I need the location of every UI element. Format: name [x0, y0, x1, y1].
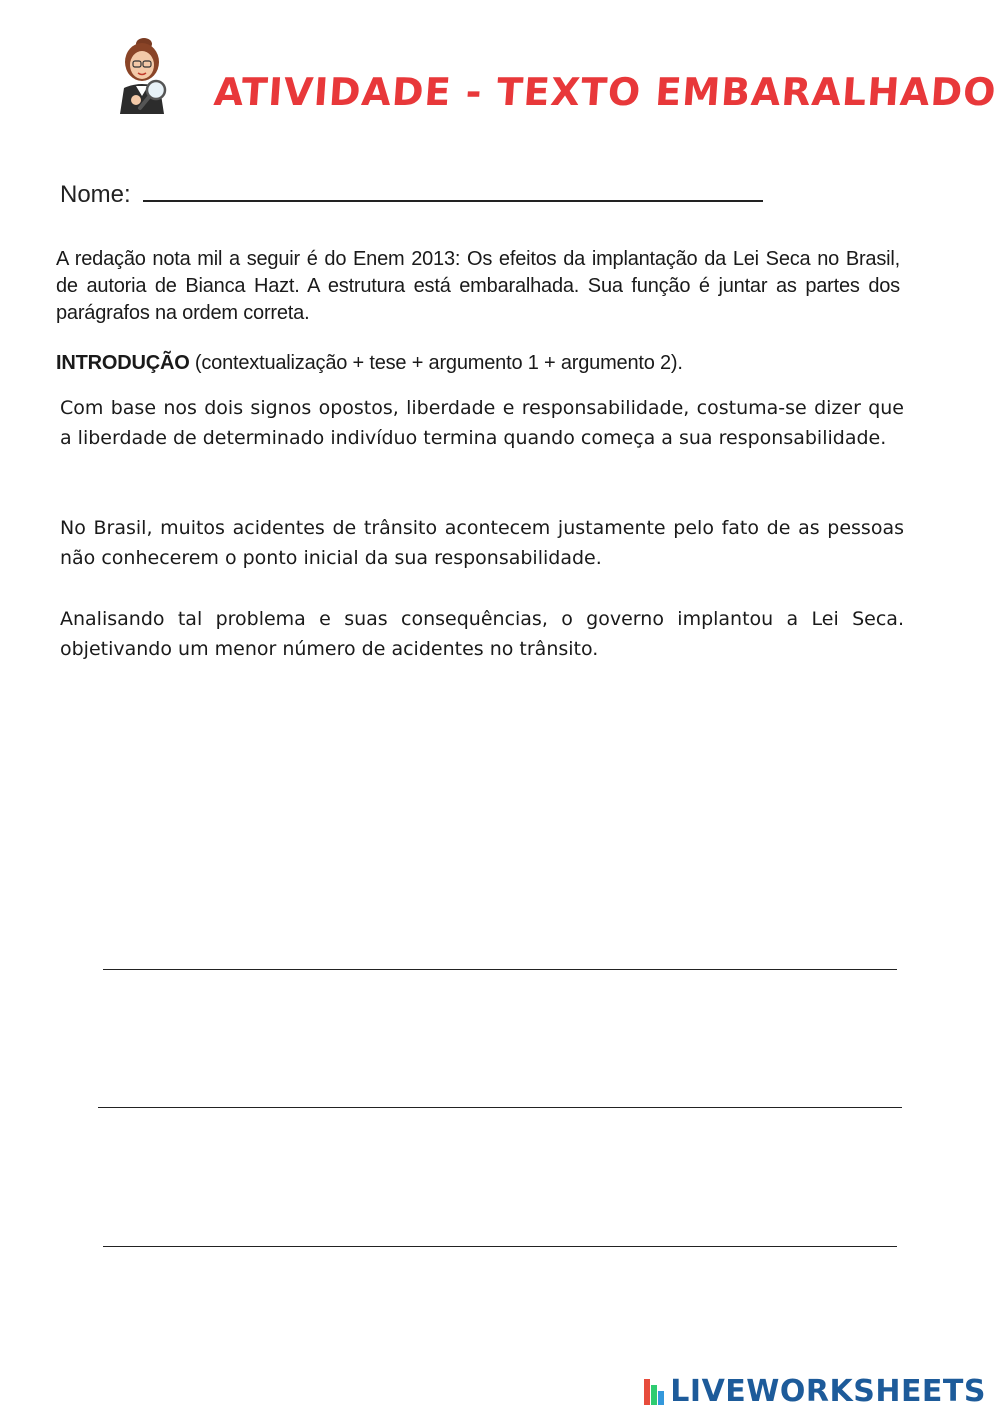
answer-drop-line-1[interactable]	[103, 969, 897, 970]
name-field-row	[60, 178, 763, 209]
instructions-text: A redação nota mil a seguir é do Enem 2013: Os efeitos da implantação da Lei Seca no Brasil, de autoria de Bianca Hazt. A estrutura está embaralhada. Sua função é juntar as partes dos parágrafos na ordem correta.	[56, 248, 900, 324]
teacher-with-magnifier-icon	[106, 36, 176, 114]
answer-drop-line-2[interactable]	[98, 1107, 902, 1108]
liveworksheets-mark-icon	[644, 1379, 666, 1405]
name-input-line[interactable]	[143, 178, 763, 202]
section-heading-title: INTRODUÇÃO	[56, 352, 190, 374]
draggable-fragment-1[interactable]: Com base nos dois signos opostos, liberdade e responsabilidade, costuma-se dizer que a liberdade de determinado indivíduo termina quando começa a sua responsabilidade.	[60, 397, 904, 449]
page-header	[106, 36, 999, 116]
section-heading-description: (contextualização + tese + argumento 1 + argumento 2).	[189, 352, 683, 374]
page-title: ATIVIDADE - TEXTO EMBARALHADO	[212, 70, 999, 114]
liveworksheets-logo	[644, 1374, 986, 1409]
section-heading	[56, 352, 683, 375]
name-label: Nome:	[60, 181, 131, 208]
answer-drop-line-3[interactable]	[103, 1246, 897, 1247]
draggable-fragment-2[interactable]: No Brasil, muitos acidentes de trânsito acontecem justamente pelo fato de as pessoas não conhecerem o ponto inicial da sua responsabilidade.	[60, 517, 904, 569]
liveworksheets-brand-text: LIVEWORKSHEETS	[670, 1374, 986, 1409]
draggable-fragment-3[interactable]: Analisando tal problema e suas consequências, o governo implantou a Lei Seca. objetivando um menor número de acidentes no trânsito.	[60, 608, 904, 660]
